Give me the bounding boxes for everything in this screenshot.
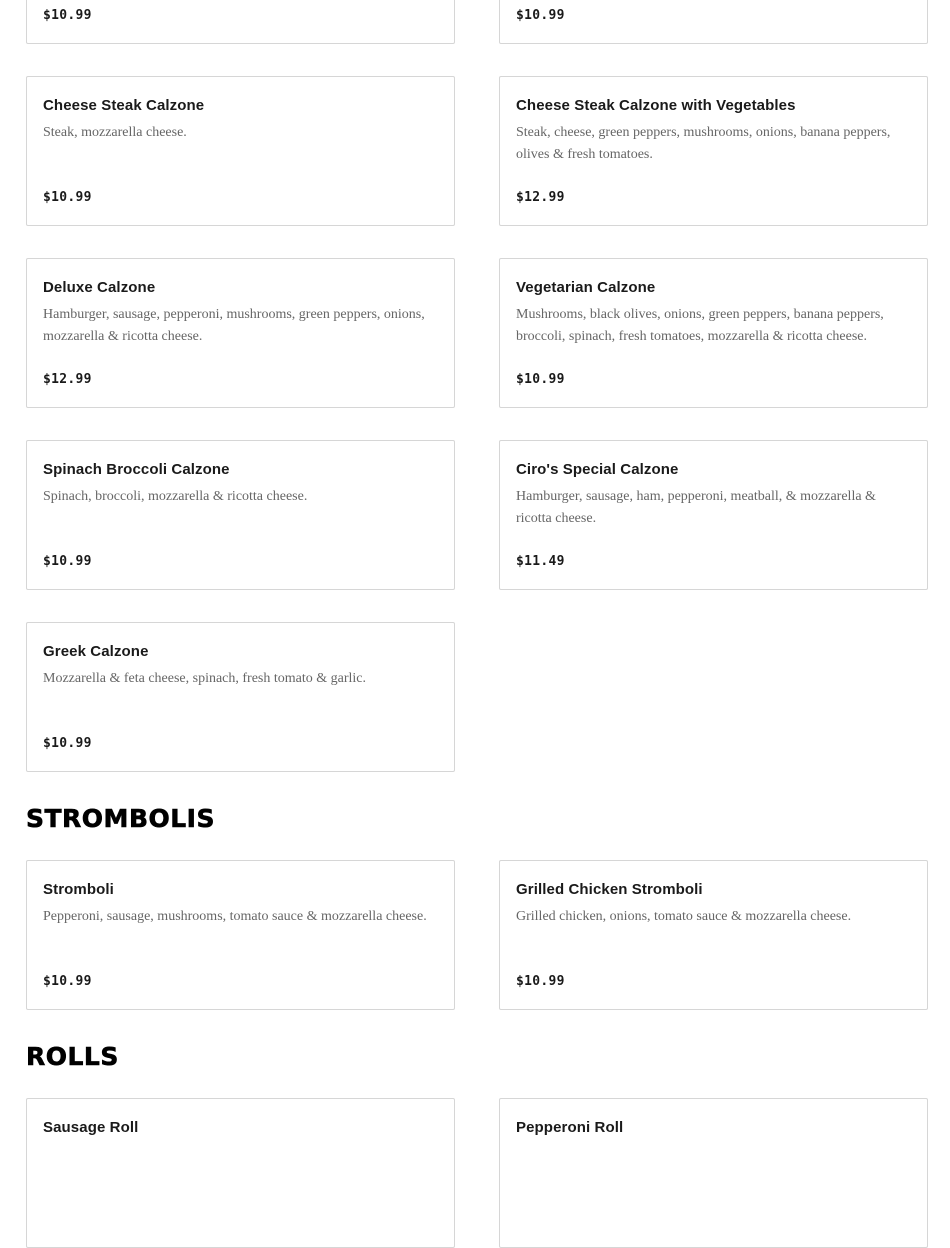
item-name: Cheese Steak Calzone: [43, 97, 205, 114]
item-description: Steak, cheese, green peppers, mushrooms, onions, banana peppers, olives & fresh tomatoes.: [516, 125, 891, 162]
item-name: Grilled Chicken Stromboli: [516, 881, 703, 898]
menu-item-card[interactable]: [499, 0, 928, 44]
item-price: $10.99: [43, 736, 92, 751]
item-name: Ciro's Special Calzone: [516, 461, 679, 478]
item-price: $11.49: [516, 554, 565, 569]
item-price: $10.99: [516, 372, 565, 387]
menu-item-card[interactable]: [499, 258, 928, 408]
menu-item-card[interactable]: [26, 860, 455, 1010]
section-title-strombolis: STROMBOLIS: [26, 804, 215, 833]
menu-item-card[interactable]: [499, 860, 928, 1010]
item-price: $10.99: [43, 8, 92, 23]
section-title-rolls: ROLLS: [26, 1042, 119, 1071]
item-description: Spinach, broccoli, mozzarella & ricotta cheese.: [43, 489, 308, 504]
item-price: $10.99: [43, 190, 92, 205]
item-price: $10.99: [516, 8, 565, 23]
menu-item-card[interactable]: [499, 440, 928, 590]
menu-item-card[interactable]: [26, 0, 455, 44]
menu-item-card[interactable]: [26, 76, 455, 226]
item-name: Deluxe Calzone: [43, 279, 156, 296]
menu-item-card[interactable]: [26, 1098, 455, 1248]
item-name: Stromboli: [43, 881, 114, 898]
menu-item-card[interactable]: [26, 622, 455, 772]
item-name: Sausage Roll: [43, 1119, 139, 1136]
item-description: Hamburger, sausage, ham, pepperoni, meatball, & mozzarella & ricotta cheese.: [516, 489, 876, 526]
item-name: Pepperoni Roll: [516, 1119, 624, 1136]
menu-item-card[interactable]: [499, 76, 928, 226]
item-price: $10.99: [516, 974, 565, 989]
item-description: Mozzarella & feta cheese, spinach, fresh tomato & garlic.: [43, 671, 367, 686]
menu-item-card[interactable]: [499, 1098, 928, 1248]
menu-item-card[interactable]: [26, 440, 455, 590]
item-description: Hamburger, sausage, pepperoni, mushrooms, green peppers, onions, mozzarella & ricotta cheese.: [43, 307, 425, 344]
item-name: Vegetarian Calzone: [516, 279, 656, 296]
item-description: Mushrooms, black olives, onions, green peppers, banana peppers, broccoli, spinach, fresh tomatoes, mozzarella & ricotta cheese.: [516, 307, 884, 344]
item-price: $12.99: [516, 190, 565, 205]
menu-item-card[interactable]: [26, 258, 455, 408]
item-description: Pepperoni, sausage, mushrooms, tomato sauce & mozzarella cheese.: [43, 909, 427, 924]
item-description: Steak, mozzarella cheese.: [43, 125, 187, 140]
item-price: $10.99: [43, 554, 92, 569]
item-name: Greek Calzone: [43, 643, 149, 660]
item-description: Grilled chicken, onions, tomato sauce & mozzarella cheese.: [516, 909, 852, 924]
item-name: Spinach Broccoli Calzone: [43, 461, 230, 478]
item-price: $12.99: [43, 372, 92, 387]
item-name: Cheese Steak Calzone with Vegetables: [516, 97, 796, 114]
item-price: $10.99: [43, 974, 92, 989]
